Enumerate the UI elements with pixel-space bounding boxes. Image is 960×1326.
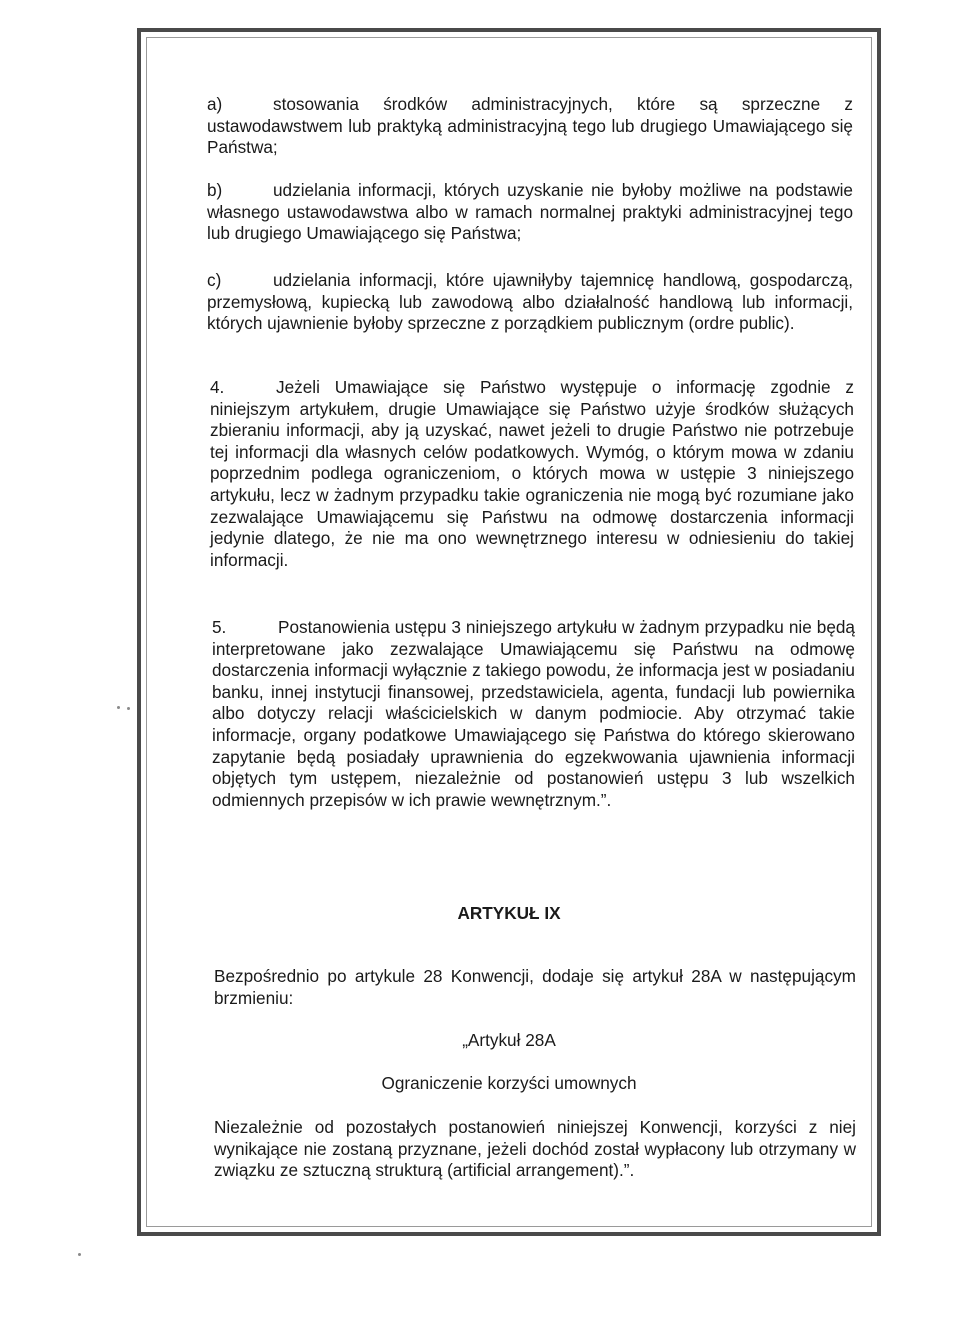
list-item-c-label: c) (207, 270, 222, 290)
paragraph-5-number: 5. (212, 617, 227, 637)
quoted-article-title: „Artykuł 28A (462, 1030, 556, 1050)
list-item-c-text: udzielania informacji, które ujawniłyby tajemnicę handlową, gospodarczą, przemysłową, kupiecką lub zawodową albo działalność handlową lub informacji, których ujawnienie byłoby sprzeczne z porządkiem publicznym (ordre public). (207, 270, 853, 334)
list-item-b-label: b) (207, 180, 223, 200)
list-item-a-text: stosowania środków administracyjnych, które są sprzeczne z ustawodawstwem lub praktyką administracyjną tego lub drugiego Umawiającego się Państwa; (207, 94, 853, 158)
list-item-c (207, 270, 853, 335)
list-item-b-text: udzielania informacji, których uzyskanie nie byłoby możliwe na podstawie własnego ustawodawstwa albo w ramach normalnej praktyki administracyjnej tego lub drugiego Umawiającego się Państwa; (207, 180, 853, 244)
scan-speck (117, 706, 120, 709)
paragraph-4-number: 4. (210, 377, 225, 397)
scan-speck (127, 707, 130, 710)
quoted-article-text: Niezależnie od pozostałych postanowień niniejszej Konwencji, korzyści z niej wynikające nie zostaną przyznane, jeżeli dochód został wypłacony lub otrzymany w związku ze sztuczną strukturą (artificial arrangement).”. (214, 1117, 856, 1181)
scan-speck (78, 1253, 81, 1256)
list-item-a (207, 94, 853, 159)
list-item-a-label: a) (207, 94, 223, 114)
paragraph-4 (210, 377, 854, 571)
article-intro: Bezpośrednio po artykule 28 Konwencji, dodaje się artykuł 28A w następującym brzmieniu: (214, 966, 856, 1008)
quoted-article-subtitle: Ograniczenie korzyści umownych (381, 1073, 637, 1093)
paragraph-5-text: Postanowienia ustępu 3 niniejszego artykułu w żadnym przypadku nie będą interpretowane jako zezwalające Umawiającemu się Państwu na odmowę dostarczenia informacji wyłącznie z takiego powodu, że informacja jest w posiadaniu banku, innej instytucji finansowej, przedstawiciela, agenta, fundacji lub powiernika albo dotyczy relacji właścicielskich w danym podmiocie. Aby otrzymać takie informacje, organy podatkowe Umawiającego się Państwa do którego skierowano zapytanie będą posiadały uprawnienia do egzekwowania ujawnienia informacji objętych tym ustępem, niezależnie od postanowień ustępu 3 lub wszelkich odmiennych przepisów w ich prawie wewnętrznym.”. (212, 617, 855, 810)
paragraph-5 (212, 617, 855, 811)
article-heading: ARTYKUŁ IX (457, 903, 561, 923)
paragraph-4-text: Jeżeli Umawiające się Państwo występuje o informację zgodnie z niniejszym artykułem, drugie Umawiające się Państwo użyje środków służących zbieraniu informacji, aby ją uzyskać, nawet jeżeli to drugie Państwo nie potrzebuje tej informacji dla własnych celów podatkowych. Wymóg, o którym mowa w zdaniu poprzednim podlega ograniczeniom, o których mowa w ustępie 3 niniejszego artykułu, lecz w żadnym przypadku takie ograniczenia nie mogą być rozumiane jako zezwalające Umawiającemu się Państwu na odmowę dostarczenia informacji jedynie dlatego, że nie ma ono wewnętrznego interesu w odniesieniu do takiej informacji. (210, 377, 854, 570)
list-item-b (207, 180, 853, 245)
